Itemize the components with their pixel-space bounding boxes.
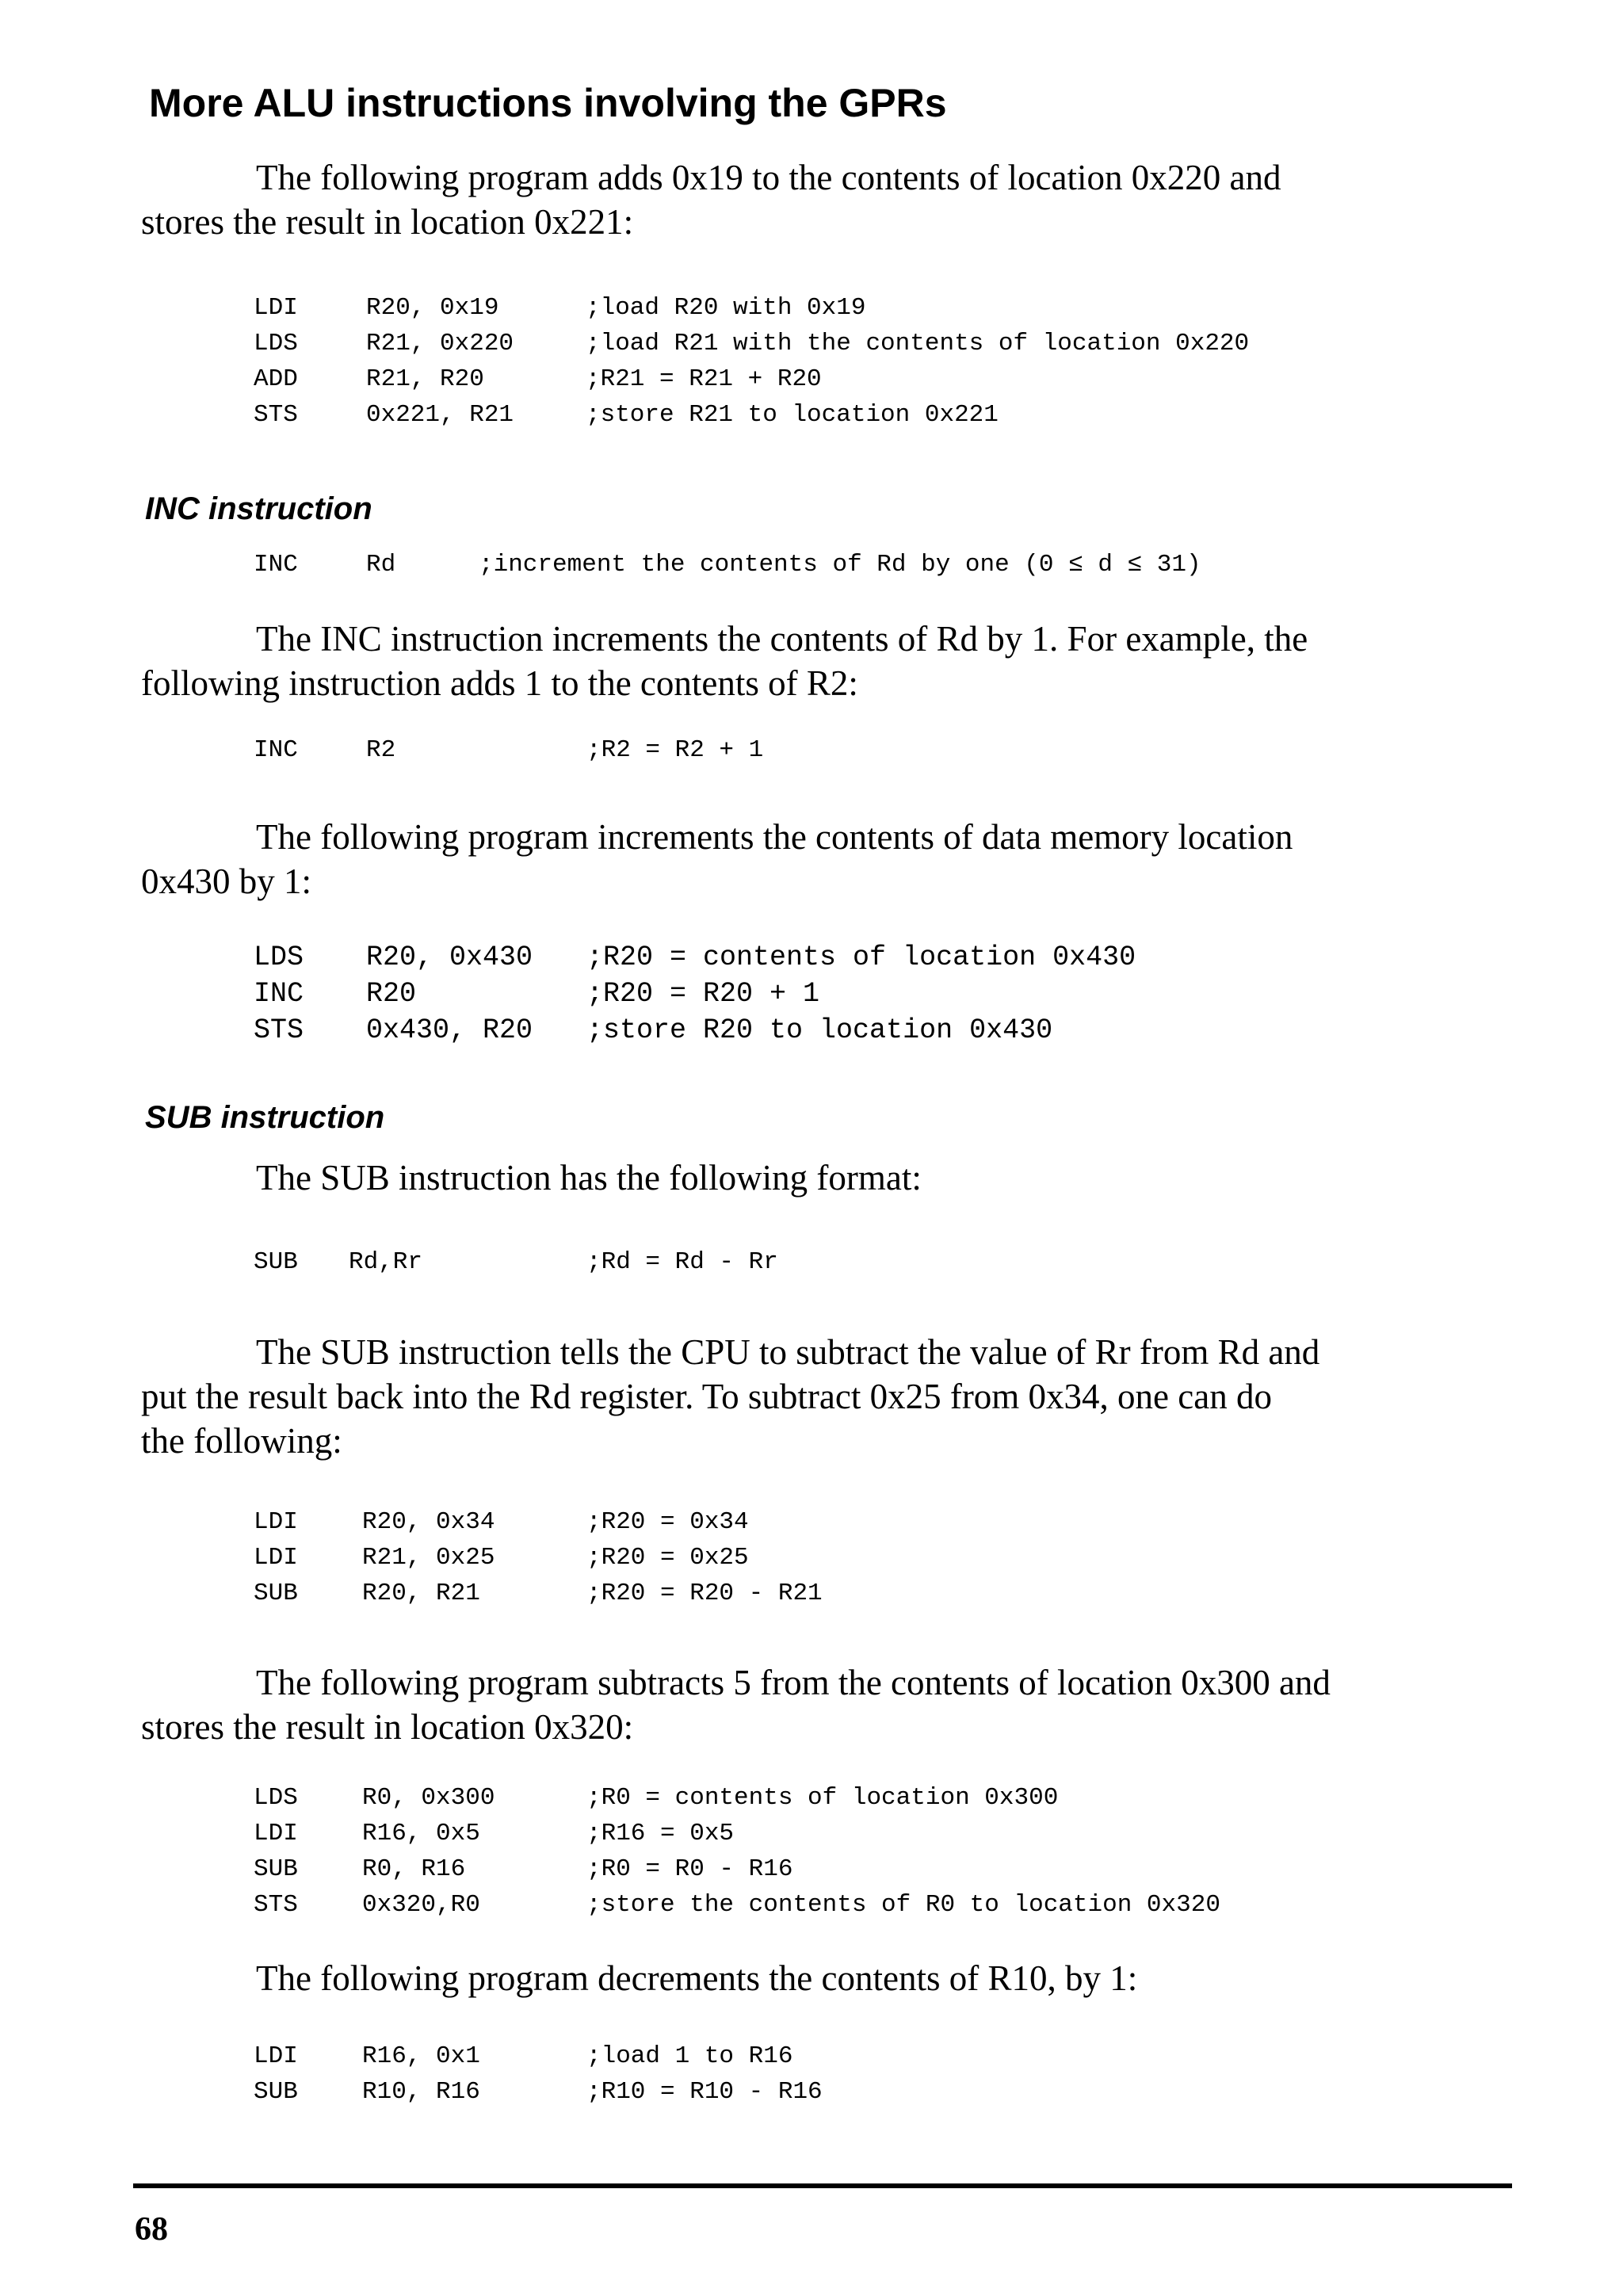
opcode: INC [254,978,304,1010]
operands: Rd,Rr [349,1248,423,1276]
code-line [254,547,1201,583]
code-line [254,2074,823,2110]
paragraph-line: The INC instruction increments the contents of Rd by 1. For example, the [256,619,1308,659]
opcode: LDI [254,1508,298,1536]
opcode: SUB [254,2078,298,2106]
code-line [254,1851,1220,1887]
operands: R0, R16 [362,1855,466,1883]
intro-paragraph [141,155,1377,244]
paragraph-line: The SUB instruction has the following format: [256,1158,922,1198]
comment: ;load R20 with 0x19 [586,294,866,322]
operands: R10, R16 [362,2078,480,2106]
code-line [254,1576,823,1611]
opcode: LDS [254,1784,298,1812]
comment: ;R0 = R0 - R16 [586,1855,793,1883]
operands: R20 [366,978,417,1010]
opcode: LDI [254,2042,298,2070]
comment: ;R0 = contents of location 0x300 [586,1784,1059,1812]
page-heading: More ALU instructions involving the GPRs [149,81,947,125]
opcode: LDI [254,1544,298,1572]
opcode: INC [254,551,298,579]
inc-example [254,732,763,768]
opcode: SUB [254,1580,298,1607]
sub-paragraph-4 [141,1956,1377,2000]
inc-paragraph-2 [141,815,1377,904]
comment: ;R20 = R20 - R21 [586,1580,823,1607]
sub-paragraph-3 [141,1660,1377,1749]
comment: ;R2 = R2 + 1 [586,736,764,764]
comment: ;load 1 to R16 [586,2042,793,2070]
comment: ;load R21 with the contents of location 0x220 [586,330,1250,357]
paragraph-line: stores the result in location 0x320: [141,1707,634,1747]
opcode: INC [254,736,298,764]
page-number: 68 [135,2211,168,2248]
paragraph-line: following instruction adds 1 to the contents of R2: [141,663,858,703]
paragraph-line: The following program adds 0x19 to the contents of location 0x220 and [256,158,1281,197]
operands: R21, R20 [366,365,484,393]
opcode: LDI [254,1820,298,1847]
comment: ;store the contents of R0 to location 0x320 [586,1891,1220,1919]
code-block-sub-memory [254,1780,1220,1923]
code-line [254,1816,1220,1851]
comment: ;increment the contents of Rd by one (0 ≤ d ≤ 31) [479,551,1201,579]
opcode: STS [254,1014,304,1046]
code-line [254,976,1136,1012]
comment: ;R20 = 0x34 [586,1508,749,1536]
opcode: LDS [254,330,298,357]
comment: ;R10 = R10 - R16 [586,2078,823,2106]
operands: Rd [366,551,396,579]
code-line [254,732,763,768]
opcode: ADD [254,365,298,393]
opcode: LDI [254,294,298,322]
code-line [254,1540,823,1576]
comment: ;R20 = R20 + 1 [586,978,820,1010]
code-block-sub [254,1504,823,1611]
operands: R20, 0x34 [362,1508,495,1536]
code-line [254,1887,1220,1923]
footer-rule [133,2183,1512,2188]
operands: R20, R21 [362,1580,480,1607]
paragraph-line: the following: [141,1421,342,1461]
operands: 0x430, R20 [366,1014,533,1046]
opcode: SUB [254,1855,298,1883]
opcode: LDS [254,942,304,973]
code-line [254,361,1249,397]
sub-syntax [254,1244,778,1280]
paragraph-line: put the result back into the Rd register. To subtract 0x25 from 0x34, one can do [141,1377,1272,1416]
code-line [254,397,1249,433]
operands: R16, 0x1 [362,2042,480,2070]
opcode: STS [254,401,298,429]
opcode: SUB [254,1248,298,1276]
inc-paragraph [141,617,1377,705]
operands: R0, 0x300 [362,1784,495,1812]
code-block-add [254,290,1249,433]
code-line [254,326,1249,361]
operands: R21, 0x25 [362,1544,495,1572]
operands: R20, 0x430 [366,942,533,973]
comment: ;store R20 to location 0x430 [586,1014,1053,1046]
sub-section-heading: SUB instruction [145,1100,385,1135]
opcode: STS [254,1891,298,1919]
operands: R16, 0x5 [362,1820,480,1847]
paragraph-line: The following program increments the contents of data memory location [256,817,1293,857]
paragraph-line: stores the result in location 0x221: [141,202,634,242]
code-line [254,1012,1136,1049]
comment: ;R21 = R21 + R20 [586,365,822,393]
operands: 0x320,R0 [362,1891,480,1919]
comment: ;Rd = Rd - Rr [586,1248,778,1276]
comment: ;store R21 to location 0x221 [586,401,999,429]
paragraph-line: 0x430 by 1: [141,861,312,901]
paragraph-line: The following program subtracts 5 from the contents of location 0x300 and [256,1663,1331,1702]
code-line [254,2038,823,2074]
paragraph-line: The following program decrements the contents of R10, by 1: [256,1958,1138,1998]
inc-syntax [254,547,1201,583]
operands: 0x221, R21 [366,401,514,429]
comment: ;R16 = 0x5 [586,1820,735,1847]
sub-paragraph [141,1156,1377,1200]
code-line [254,290,1249,326]
comment: ;R20 = contents of location 0x430 [586,942,1136,973]
paragraph-line: The SUB instruction tells the CPU to subtract the value of Rr from Rd and [256,1332,1320,1372]
code-line [254,1504,823,1540]
inc-section-heading: INC instruction [145,491,372,526]
operands: R20, 0x19 [366,294,499,322]
code-line [254,1780,1220,1816]
comment: ;R20 = 0x25 [586,1544,749,1572]
operands: R21, 0x220 [366,330,514,357]
code-block-decrement [254,2038,823,2110]
code-line [254,1244,778,1280]
code-line [254,939,1136,976]
operands: R2 [366,736,396,764]
sub-paragraph-2 [141,1330,1377,1463]
code-block-inc [254,939,1136,1049]
